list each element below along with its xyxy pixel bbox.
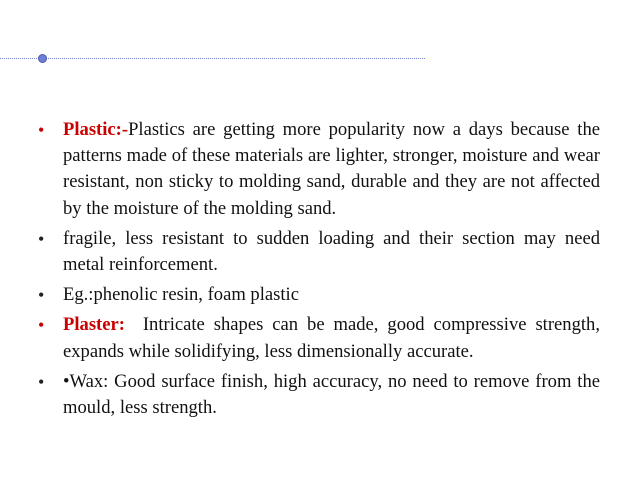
bullet-text: fragile, less resistant to sudden loading and their section may need metal reinforcement. <box>63 227 600 276</box>
bullet-icon: • <box>38 285 45 306</box>
bullet-text: Eg.:phenolic resin, foam plastic <box>63 284 299 306</box>
term-label: Plaster: <box>63 314 125 336</box>
bullet-item-plaster <box>38 312 605 364</box>
bullet-text: •Wax: Good surface finish, high accuracy, no need to remove from the mould, less strength. <box>63 370 600 419</box>
term-label: Plastic:- <box>63 119 129 140</box>
title-divider-line <box>0 58 425 59</box>
bullet-item-wax <box>38 369 600 421</box>
bullet-text: Plastics are getting more popularity now a days because the patterns made of these materials are lighter, stronger, moisture and wear resistant, non sticky to molding sand, durable and they are not affected by the moisture of the molding sand. <box>63 119 600 219</box>
divider-dot <box>38 54 47 63</box>
bullet-item-example <box>38 282 600 308</box>
bullet-icon: • <box>38 228 45 249</box>
bullet-icon: • <box>38 371 45 392</box>
bullet-icon: • <box>38 315 45 336</box>
bullet-item-plastic <box>38 117 600 222</box>
bullet-list <box>38 117 605 425</box>
bullet-icon: • <box>38 120 45 140</box>
bullet-text: Intricate shapes can be made, good compressive strength, expands while solidifying, less dimensionally accurate. <box>63 314 605 362</box>
bullet-item-fragile <box>38 226 600 278</box>
